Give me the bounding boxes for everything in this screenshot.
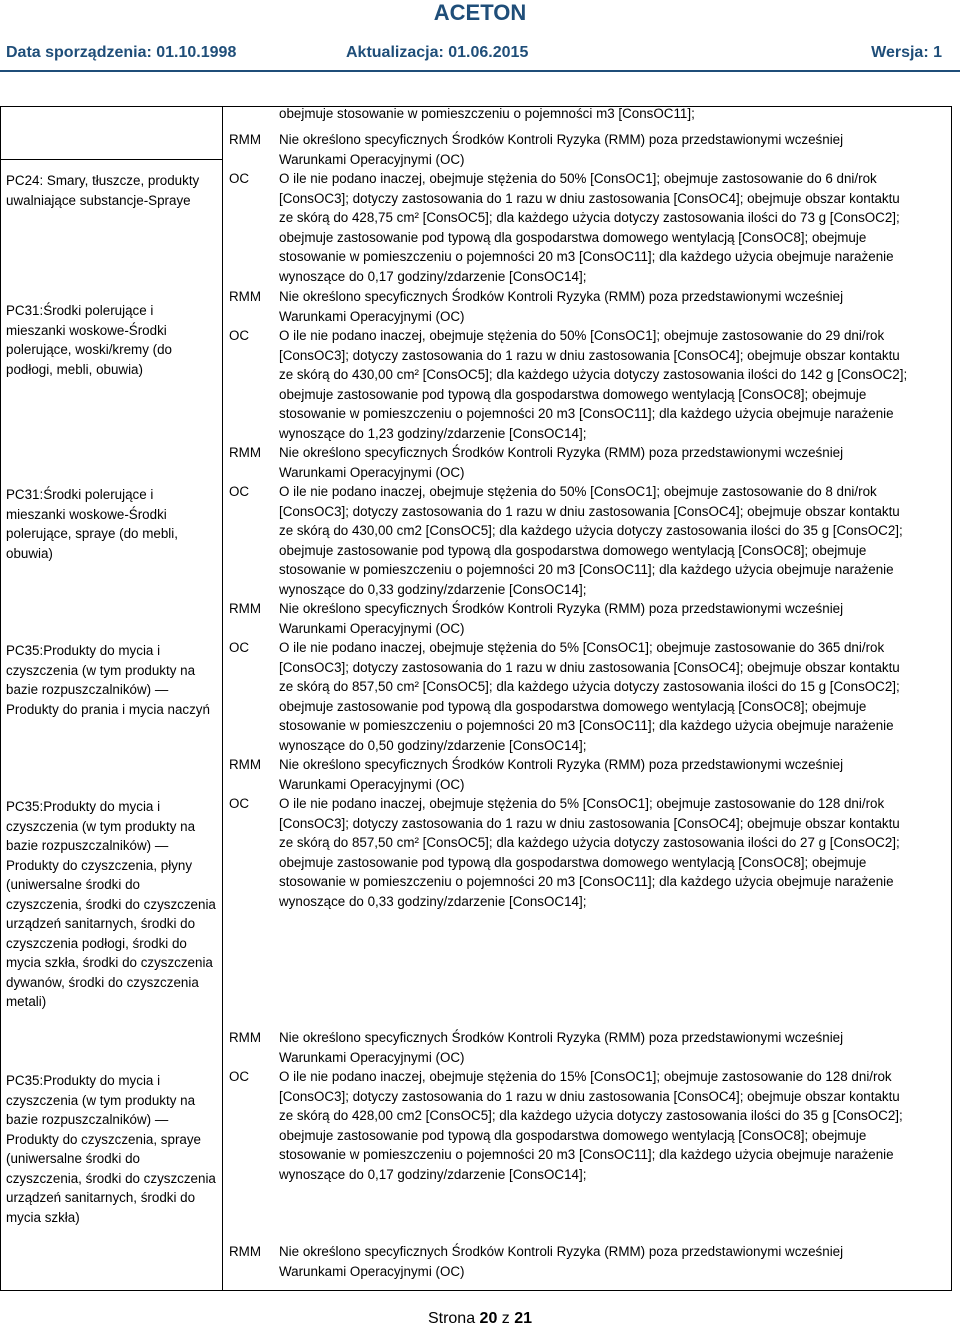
row-description: Nie określono specyficznych Środków Kontroli Ryzyka (RMM) poza przedstawionymi wcześniej Warunkami Operacyjnymi (OC) xyxy=(279,1030,844,1065)
category-divider xyxy=(0,159,222,160)
category-cell: PC31:Środki polerujące i mieszanki woskowe-Środki polerujące, woski/kremy (do podłogi, mebli, obuwia) xyxy=(6,303,172,377)
table-border-left xyxy=(0,107,1,1290)
row-description: O ile nie podano inaczej, obejmuje stężenia do 5% [ConsOC1]; obejmuje zastosowanie do 365 dni/rok [ConsOC3]; dotyczy zastosowania do 1 razu w dniu zastosowania [ConsOC4]; obejmuje obszar kontaktu ze skórą do 857,50 cm² [ConsOC5]; dla każdego użycia dotyczy zastosowania ilości do 15 g [ConsOC2]; obejmuje zastosowanie pod typową dla gospodarstwa domowego wentylacją [ConsOC8]; obejmuje stosowanie w pomieszczeniu o pojemności 20 m3 [ConsOC11]; dla każdego użycia obejmuje narażenie wynoszące do 0,50 godziny/zdarzenie [ConsOC14]; xyxy=(279,640,900,753)
row-code: OC xyxy=(229,484,250,499)
updated-date: Aktualizacja: 01.06.2015 xyxy=(346,44,529,61)
row-description: Nie określono specyficznych Środków Kontroli Ryzyka (RMM) poza przedstawionymi wcześniej Warunkami Operacyjnymi (OC) xyxy=(279,757,844,792)
category-cell: PC24: Smary, tłuszcze, produkty uwalniające substancje-Spraye xyxy=(6,173,200,208)
page-label: Strona xyxy=(427,1310,476,1327)
row-code: RMM xyxy=(229,445,261,460)
row-description: Nie określono specyficznych Środków Kontroli Ryzyka (RMM) poza przedstawionymi wcześniej Warunkami Operacyjnymi (OC) xyxy=(279,289,844,324)
document-meta xyxy=(6,44,942,68)
row-description: obejmuje stosowanie w pomieszczeniu o pojemności m3 [ConsOC11]; xyxy=(279,106,695,121)
category-cell: PC31:Środki polerujące i mieszanki woskowe-Środki polerujące, spraye (do mebli, obuwia) xyxy=(6,487,178,561)
row-description: O ile nie podano inaczej, obejmuje stężenia do 5% [ConsOC1]; obejmuje zastosowanie do 128 dni/rok [ConsOC3]; dotyczy zastosowania do 1 razu w dniu zastosowania [ConsOC4]; obejmuje obszar kontaktu ze skórą do 857,50 cm² [ConsOC5]; dla każdego użycia dotyczy zastosowania ilości do 27 g [ConsOC2]; obejmuje zastosowanie pod typową dla gospodarstwa domowego wentylacją [ConsOC8]; obejmuje stosowanie w pomieszczeniu o pojemności 20 m3 [ConsOC11]; dla każdego użycia obejmuje narażenie wynoszące do 0,33 godziny/zdarzenie [ConsOC14]; xyxy=(279,796,900,909)
row-code: OC xyxy=(229,796,250,811)
table-column-divider xyxy=(222,107,223,1290)
row-code: OC xyxy=(229,640,250,655)
row-description: Nie określono specyficznych Środków Kontroli Ryzyka (RMM) poza przedstawionymi wcześniej Warunkami Operacyjnymi (OC) xyxy=(279,132,844,167)
category-cell: PC35:Produkty do mycia i czyszczenia (w tym produkty na bazie rozpuszczalników) — Produkty do czyszczenia, płyny (uniwersalne środki do czyszczenia, środki do czyszczenia urządzeń sanitarnych, środki do czyszczenia podłogi, środki do mycia szkła, środki do czyszczenia dywanów, środki do czyszczenia metali) xyxy=(6,799,216,1009)
row-description: O ile nie podano inaczej, obejmuje stężenia do 50% [ConsOC1]; obejmuje zastosowanie do 8 dni/rok [ConsOC3]; dotyczy zastosowania do 1 razu w dniu zastosowania [ConsOC4]; obejmuje obszar kontaktu ze skórą do 430,00 cm2 [ConsOC5]; dla każdego użycia dotyczy zastosowania ilości do 35 g [ConsOC2]; obejmuje zastosowanie pod typową dla gospodarstwa domowego wentylacją [ConsOC8]; obejmuje stosowanie w pomieszczeniu o pojemności 20 m3 [ConsOC11]; dla każdego użycia obejmuje narażenie wynoszące do 0,33 godziny/zdarzenie [ConsOC14]; xyxy=(279,484,903,597)
row-code: RMM xyxy=(229,1030,261,1045)
row-description: Nie określono specyficznych Środków Kontroli Ryzyka (RMM) poza przedstawionymi wcześniej Warunkami Operacyjnymi (OC) xyxy=(279,1244,844,1279)
page-total: 21 xyxy=(514,1310,533,1327)
row-description: Nie określono specyficznych Środków Kontroli Ryzyka (RMM) poza przedstawionymi wcześniej Warunkami Operacyjnymi (OC) xyxy=(279,445,844,480)
row-code: RMM xyxy=(229,757,261,772)
page-number: 20 xyxy=(479,1310,498,1327)
created-date: Data sporządzenia: 01.10.1998 xyxy=(6,44,237,61)
row-description: Nie określono specyficznych Środków Kontroli Ryzyka (RMM) poza przedstawionymi wcześniej Warunkami Operacyjnymi (OC) xyxy=(279,601,844,636)
row-code: OC xyxy=(229,171,250,186)
exposure-table xyxy=(0,106,952,1291)
table-border-right xyxy=(951,107,952,1290)
row-code: RMM xyxy=(229,132,261,147)
document-title: ACETON xyxy=(433,0,527,25)
row-code: OC xyxy=(229,1069,250,1084)
row-code: RMM xyxy=(229,289,261,304)
row-description: O ile nie podano inaczej, obejmuje stężenia do 50% [ConsOC1]; obejmuje zastosowanie do 29 dni/rok [ConsOC3]; dotyczy zastosowania do 1 razu w dniu zastosowania [ConsOC4]; obejmuje obszar kontaktu ze skórą do 430,00 cm² [ConsOC5]; dla każdego użycia dotyczy zastosowania ilości do 142 g [ConsOC2]; obejmuje zastosowanie pod typową dla gospodarstwa domowego wentylacją [ConsOC8]; obejmuje stosowanie w pomieszczeniu o pojemności 20 m3 [ConsOC11]; dla każdego użycia obejmuje narażenie wynoszące do 1,23 godziny/zdarzenie [ConsOC14]; xyxy=(279,328,908,441)
row-code: OC xyxy=(229,328,250,343)
page-of-label: z xyxy=(501,1310,510,1327)
row-description: O ile nie podano inaczej, obejmuje stężenia do 15% [ConsOC1]; obejmuje zastosowanie do 128 dni/rok [ConsOC3]; dotyczy zastosowania do 1 razu w dniu zastosowania [ConsOC4]; obejmuje obszar kontaktu ze skórą do 428,00 cm2 [ConsOC5]; dla każdego użycia dotyczy zastosowania ilości do 35 g [ConsOC2]; obejmuje zastosowanie pod typową dla gospodarstwa domowego wentylacją [ConsOC8]; obejmuje stosowanie w pomieszczeniu o pojemności 20 m3 [ConsOC11]; dla każdego użycia obejmuje narażenie wynoszące do 0,17 godziny/zdarzenie [ConsOC14]; xyxy=(279,1069,903,1182)
category-cell: PC35:Produkty do mycia i czyszczenia (w tym produkty na bazie rozpuszczalników) — Produkty do czyszczenia, spraye (uniwersalne środki do czyszczenia, środki do czyszczenia urządzeń sanitarnych, środki do mycia szkła) xyxy=(6,1073,216,1225)
category-cell: PC35:Produkty do mycia i czyszczenia (w tym produkty na bazie rozpuszczalników) — Produkty do prania i mycia naczyń xyxy=(6,643,210,717)
row-description: O ile nie podano inaczej, obejmuje stężenia do 50% [ConsOC1]; obejmuje zastosowanie do 6 dni/rok [ConsOC3]; dotyczy zastosowania do 1 razu w dniu zastosowania [ConsOC4]; obejmuje obszar kontaktu ze skórą do 428,75 cm² [ConsOC5]; dla każdego użycia dotyczy zastosowania ilości do 73 g [ConsOC2]; obejmuje zastosowanie pod typową dla gospodarstwa domowego wentylacją [ConsOC8]; obejmuje stosowanie w pomieszczeniu o pojemności 20 m3 [ConsOC11]; dla każdego użycia obejmuje narażenie wynoszące do 0,17 godziny/zdarzenie [ConsOC14]; xyxy=(279,171,900,284)
row-code: RMM xyxy=(229,1244,261,1259)
row-code: RMM xyxy=(229,601,261,616)
page-footer xyxy=(0,1310,960,1328)
header-divider xyxy=(0,70,960,72)
version-label: Wersja: 1 xyxy=(871,44,942,61)
